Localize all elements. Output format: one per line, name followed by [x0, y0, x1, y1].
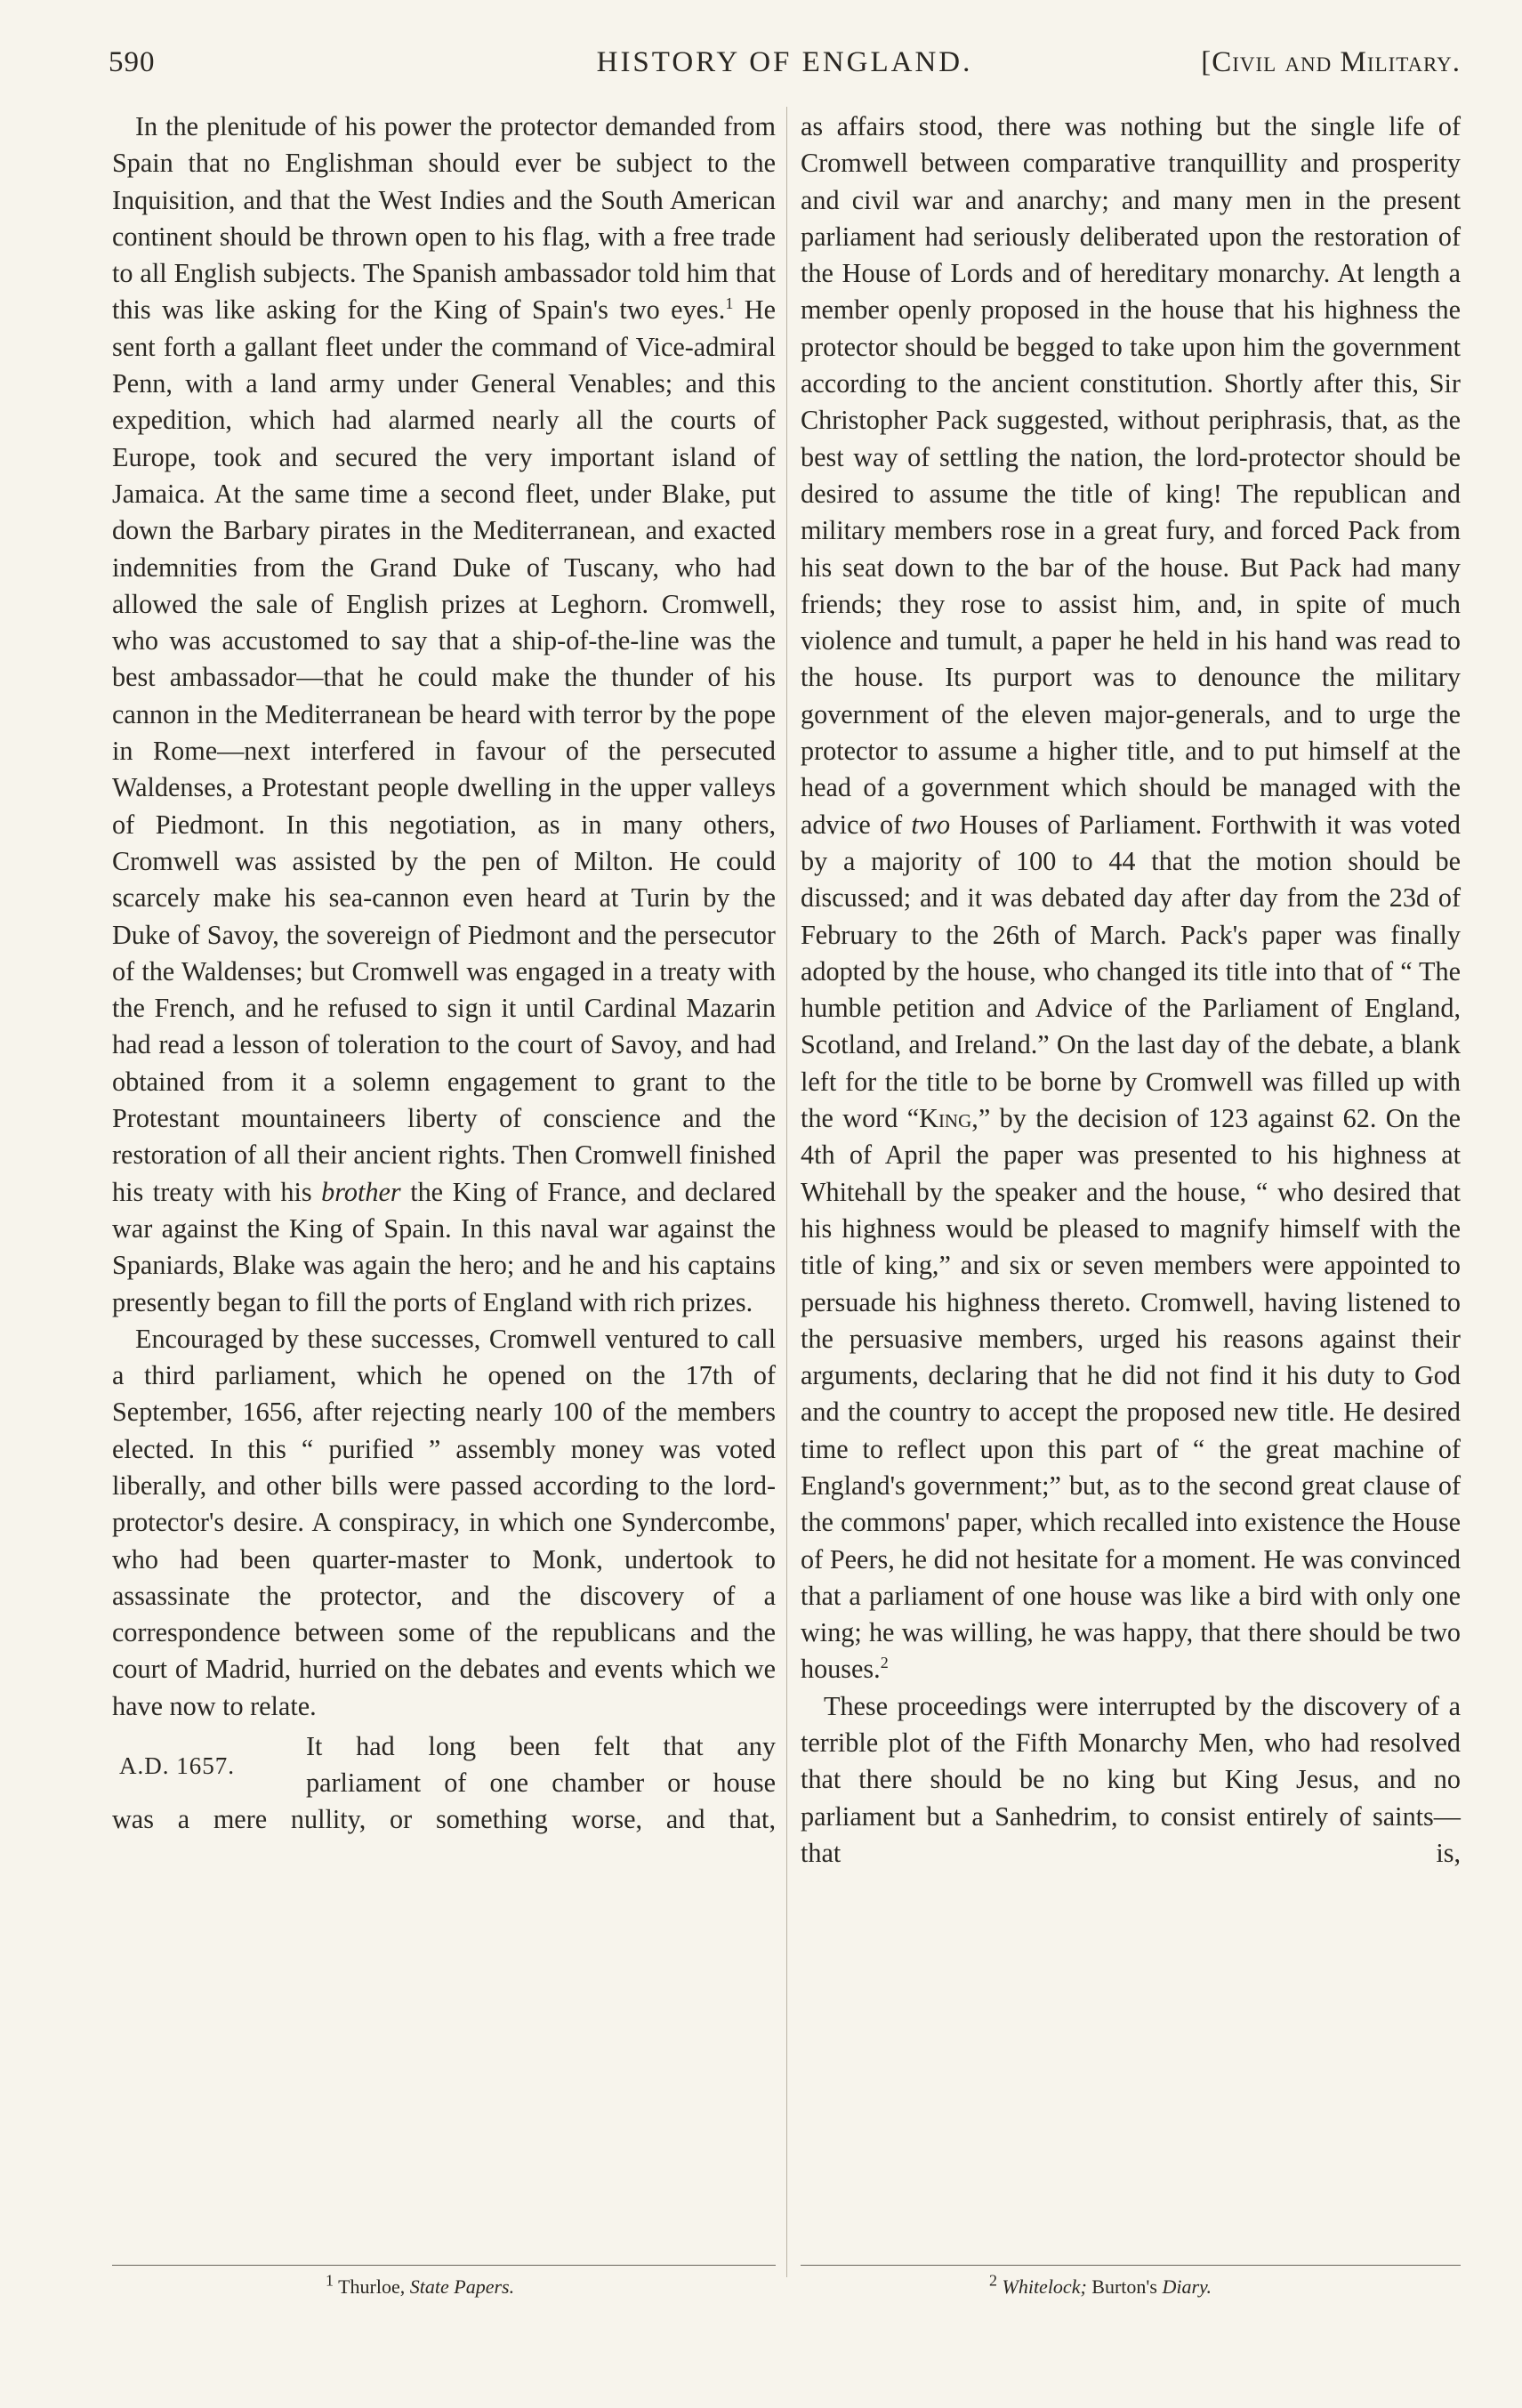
footnote-rule-right	[801, 2265, 1461, 2266]
margin-date: A.D. 1657.	[119, 1752, 235, 1780]
section-title: [Civil and Military.	[1201, 46, 1461, 78]
footnote-1: $^1$ Thurloe, State Papers.	[326, 2271, 515, 2298]
footnote-ref-2: 2	[880, 1654, 889, 1672]
column-divider	[786, 107, 787, 2277]
paragraph-third-parliament: Encouraged by these successes, Cromwell ventured to call a third parliament, which he opened on the 17th of September, 1656, after rejecting nearly 100 of the members elected. In this “ purified ” assembly money was voted liberally, and other bills were passed according to the lord-protector's desire. A conspiracy, in which one Syndercombe, who had been quarter-master to Monk, undertook to assassinate the protector, and the discovery of a correspondence between some of the republicans and the court of Madrid, hurried on the debates and events which we have now to relate.	[112, 1323, 776, 1721]
paragraph-spain-demands: In the plenitude of his power the protector demanded from Spain that no Englishman should ever be subject to the Inquisition, and that the West Indies and the South American continent should be thrown open to his flag, with a free trade to all English subjects. The Spanish ambassador told him that this was like asking for the King of Spain's two eyes.$^1$ He sent forth a gallant fleet under the command of Vice-admiral Penn, with a land army under General Venables; and this expedition, which had alarmed nearly all the courts of Europe, took and secured the very important island of Jamaica. At the same time a second fleet, under Blake, put down the Barbary pirates in the Mediterranean, and exacted indemnities from the Grand Duke of Tuscany, who had allowed the sale of English prizes at Leghorn. Cromwell, who was accustomed to say that a ship-of-the-line was the best ambassador—that he could make the thunder of his cannon in the Mediterranean be heard with terror by the pope in Rome—next interfered in favour of the persecuted Waldenses, a Protestant people dwelling in the upper valleys of Piedmont. In this negotiation, as in many others, Cromwell was assisted by the pen of Milton. He could scarcely make his sea-cannon even heard at Turin by the Duke of Savoy, the sovereign of Piedmont and the persecutor of the Waldenses; but Cromwell was engaged in a treaty with the French, and he refused to sign it until Cardinal Mazarin had read a lesson of toleration to the court of Savoy, and had obtained from it a solemn engagement to grant to the Protestant mountaineers liberty of conscience and the restoration of all their ancient rights. Then Cromwell finished his treaty with his brother the King of France, and declared war against the King of Spain. In this naval war against the Spaniards, Blake was again the hero; and he and his captains presently began to fill the ports of England with rich prizes.	[112, 111, 776, 1317]
paragraph-line: parliament of one chamber or house	[306, 1768, 776, 1799]
paragraph-one-chamber-cont: was a mere nullity, or something worse, and that,	[112, 1804, 776, 1835]
running-head	[109, 46, 1461, 91]
book-title: HISTORY OF ENGLAND.	[596, 46, 973, 78]
page-number: 590	[109, 46, 156, 78]
footnote-2: $^2$ Whitelock; Burton's Diary.	[989, 2271, 1212, 2298]
paragraph-title-of-king: as affairs stood, there was nothing but the single life of Cromwell between comparative tranquillity and prosperity and civil war and anarchy; and many men in the present parliament had seriously deliberated upon the restoration of the House of Lords and of hereditary monarchy. At length a member openly proposed in the house that his highness the protector should be begged to take upon him the government according to the ancient constitution. Shortly after this, Sir Christopher Pack suggested, without periphrasis, that, as the best way of settling the nation, the lord-protector should be desired to assume the title of king! The republican and military members rose in a great fury, and forced Pack from his seat down to the bar of the house. But Pack had many friends; they rose to assist him, and, in spite of much violence and tumult, a paper he held in his hand was read to the house. Its purport was to denounce the military government of the eleven major-generals, and to urge the protector to assume a higher title, and to put himself at the head of a government which should be managed with the advice of two Houses of Parliament. Forthwith it was voted by a majority of 100 to 44 that the motion should be discussed; and it was debated day after day from the 23d of February to the 26th of March. Pack's paper was finally adopted by the house, who changed its title into that of “ The humble petition and Advice of the Parliament of England, Scotland, and Ireland.” On the last day of the debate, a blank left for the title to be borne by Cromwell was filled up with the word “King,” by the decision of 123 against 62. On the 4th of April the paper was presented to his highness at Whitehall by the speaker and the house, “ who desired that his highness would be pleased to magnify himself with the title of king,” and six or seven members were appointed to persuade his highness thereto. Cromwell, having listened to the persuasive members, urged his reasons against their arguments, declaring that he did not find it his duty to God and the country to accept the proposed new title. He desired time to reflect upon this part of “ the great machine of England's government;” but, as to the second great clause of the commons' paper, which recalled into existence the House of Peers, he did not hesitate for a moment. He was convinced that a parliament of one house was like a bird with only one wing; he was willing, he was happy, that there should be two houses.$^2$	[801, 111, 1461, 1685]
paragraph-line: It had long been felt that any	[306, 1731, 776, 1762]
footnote-rule-left	[112, 2265, 776, 2266]
footnote-ref-1: 1	[725, 294, 734, 313]
dated-paragraph-start	[112, 1728, 776, 1801]
paragraph-fifth-monarchy: These proceedings were interrupted by the discovery of a terrible plot of the Fifth Monarchy Men, who had resolved that there should be no king but King Jesus, and no parliament but a Sanhedrim, to consist entirely of saints—that is,	[801, 1690, 1461, 1868]
left-column	[112, 109, 776, 1838]
right-column	[801, 109, 1461, 1872]
